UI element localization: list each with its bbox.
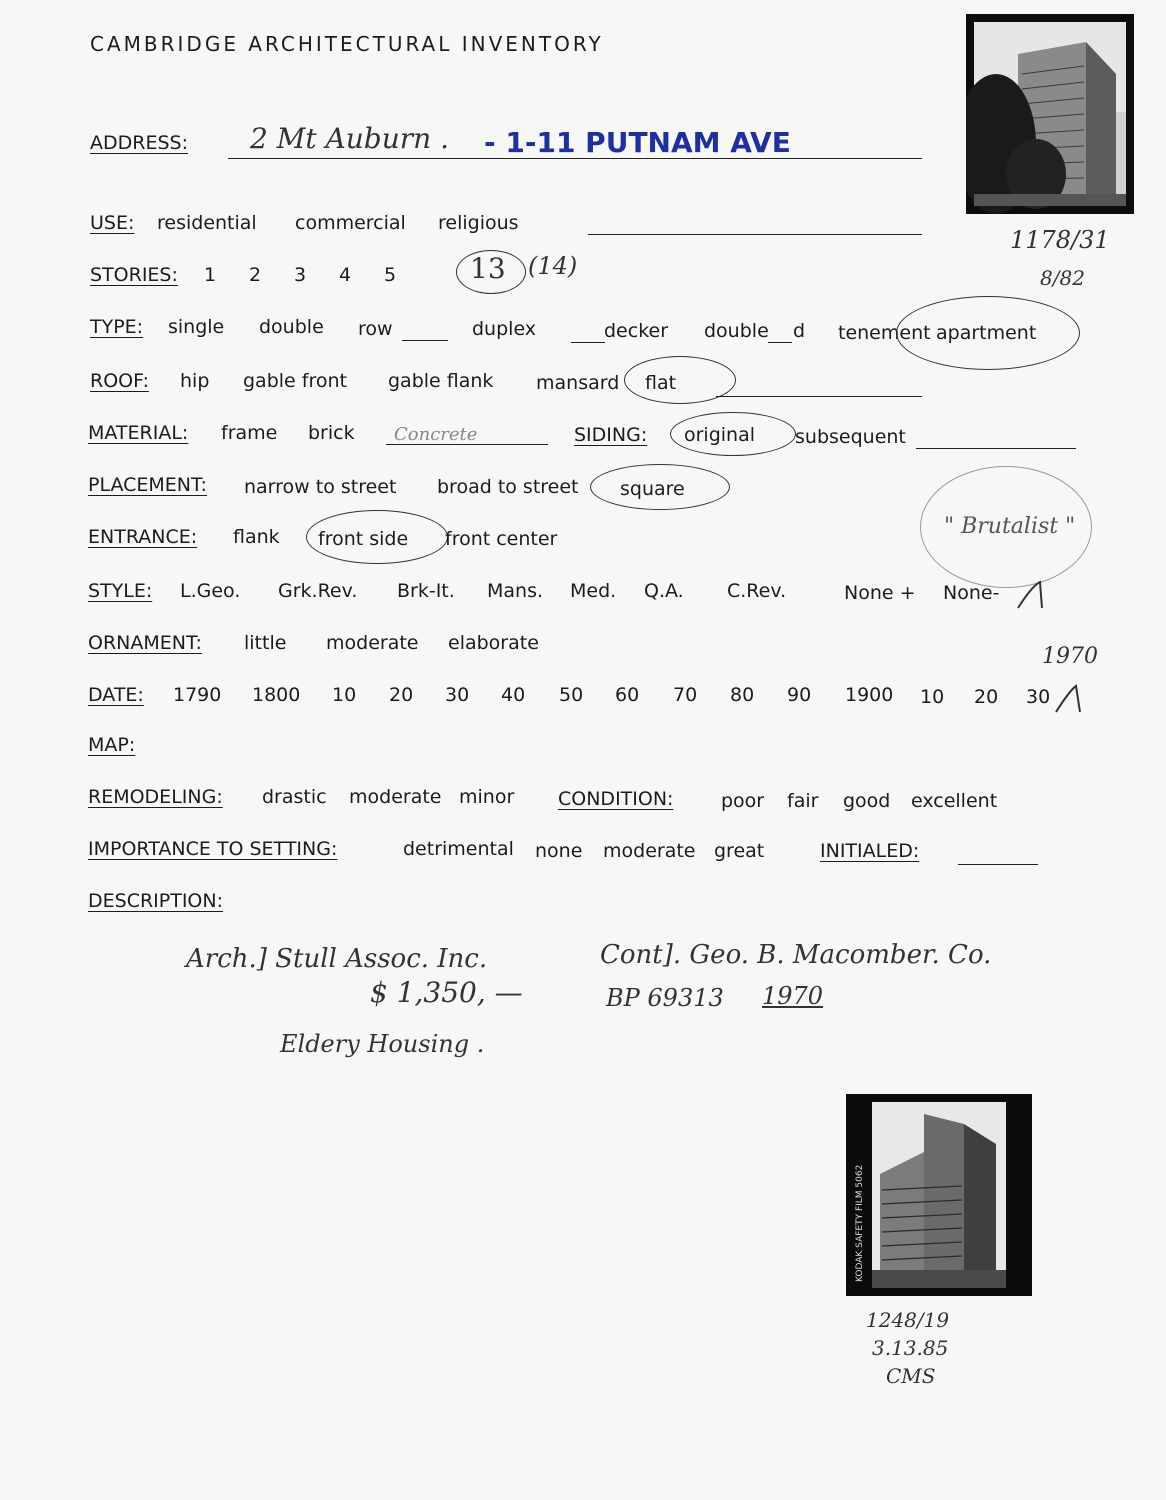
material-label: MATERIAL: <box>88 422 189 444</box>
siding-other-line <box>916 448 1076 449</box>
date-option: 1800 <box>252 684 301 706</box>
style-option: Grk.Rev. <box>278 580 358 602</box>
type-option: decker <box>604 320 669 342</box>
siding-option: original <box>684 424 756 446</box>
roof-option: mansard <box>536 372 620 394</box>
condition-option: fair <box>787 790 819 812</box>
type-option: tenement <box>838 322 931 344</box>
use-label: USE: <box>90 212 135 234</box>
date-option: 70 <box>673 684 698 706</box>
entrance-label: ENTRANCE: <box>88 526 198 548</box>
type-double-blank <box>768 342 792 343</box>
type-option: duplex <box>472 318 537 340</box>
film-edge-text: KODAK SAFETY FILM 5062 <box>855 1164 865 1282</box>
entrance-option: flank <box>233 526 280 548</box>
roof-label: ROOF: <box>90 370 149 392</box>
material-handwritten: Concrete <box>394 424 478 445</box>
date-check-mark <box>1052 682 1086 716</box>
style-option: None + <box>844 582 916 604</box>
address-handwritten: 2 Mt Auburn . <box>250 122 449 155</box>
photo-caption-line3: CMS <box>886 1364 936 1388</box>
description-use-note: Eldery Housing . <box>280 1030 485 1058</box>
type-option: double <box>259 316 324 338</box>
style-check-mark <box>1014 578 1048 612</box>
top-note-line2: 8/82 <box>1040 266 1085 290</box>
style-label: STYLE: <box>88 580 153 602</box>
date-option: 1790 <box>173 684 222 706</box>
style-option: Brk-It. <box>397 580 455 602</box>
placement-option: square <box>620 478 685 500</box>
date-option: 90 <box>787 684 812 706</box>
date-option: 10 <box>332 684 357 706</box>
description-contractor: Cont]. Geo. B. Macomber. Co. <box>600 940 992 970</box>
style-option: L.Geo. <box>180 580 241 602</box>
importance-option: great <box>714 840 765 862</box>
date-option: 10 <box>920 686 945 708</box>
ornament-option: elaborate <box>448 632 539 654</box>
description-label: DESCRIPTION: <box>88 890 224 912</box>
date-label: DATE: <box>88 684 144 706</box>
photo-caption-line2: 3.13.85 <box>872 1336 949 1360</box>
roof-other-line <box>716 396 922 397</box>
initialed-line <box>958 864 1038 865</box>
style-option: Q.A. <box>644 580 684 602</box>
type-row-blank <box>402 340 448 341</box>
date-option: 20 <box>974 686 999 708</box>
stories-circled-value: 13 <box>470 252 506 285</box>
use-other-line <box>588 234 922 235</box>
date-option: 30 <box>445 684 470 706</box>
style-option: C.Rev. <box>727 580 787 602</box>
condition-option: poor <box>721 790 765 812</box>
style-option: Med. <box>570 580 617 602</box>
condition-option: excellent <box>911 790 998 812</box>
importance-option: moderate <box>603 840 696 862</box>
material-option: frame <box>221 422 278 444</box>
date-option: 1900 <box>845 684 894 706</box>
stories-label: STORIES: <box>90 264 178 286</box>
material-option: brick <box>308 422 355 444</box>
type-option: row <box>358 318 393 340</box>
importance-option: none <box>535 840 583 862</box>
stories-option: 3 <box>294 264 307 286</box>
initialed-label: INITIALED: <box>820 840 920 862</box>
description-permit-year: 1970 <box>762 982 824 1010</box>
remodeling-option: drastic <box>262 786 327 808</box>
address-handwritten-blue: - 1-11 PUTNAM AVE <box>484 126 791 159</box>
form-title: CAMBRIDGE ARCHITECTURAL INVENTORY <box>90 32 604 56</box>
date-option: 60 <box>615 684 640 706</box>
building-photo-top <box>966 14 1134 214</box>
date-option: 20 <box>389 684 414 706</box>
type-decker-blank <box>571 342 605 343</box>
use-option: religious <box>438 212 519 234</box>
remodeling-option: moderate <box>349 786 442 808</box>
stories-option: 1 <box>204 264 217 286</box>
ornament-label: ORNAMENT: <box>88 632 202 654</box>
placement-option: broad to street <box>437 476 579 498</box>
entrance-option: front side <box>318 528 409 550</box>
placement-circle <box>590 464 730 510</box>
entrance-circle <box>306 510 448 564</box>
use-option: residential <box>157 212 257 234</box>
address-label: ADDRESS: <box>90 132 188 154</box>
siding-label: SIDING: <box>574 424 648 446</box>
placement-option: narrow to street <box>244 476 397 498</box>
map-label: MAP: <box>88 734 136 756</box>
roof-option: gable flank <box>388 370 494 392</box>
importance-option: detrimental <box>403 838 514 860</box>
building-photo-bottom <box>846 1094 1032 1296</box>
condition-option: good <box>843 790 891 812</box>
stories-note: (14) <box>528 252 578 280</box>
condition-label: CONDITION: <box>558 788 674 810</box>
date-option: 30 <box>1026 686 1051 708</box>
date-option: 50 <box>559 684 584 706</box>
siding-option: subsequent <box>795 426 906 448</box>
description-cost: $ 1,350, — <box>370 976 523 1009</box>
style-note: " Brutalist " <box>944 514 1076 539</box>
photo-caption-line1: 1248/19 <box>866 1308 950 1332</box>
placement-label: PLACEMENT: <box>88 474 207 496</box>
type-option: apartment <box>936 322 1037 344</box>
use-option: commercial <box>295 212 406 234</box>
type-label: TYPE: <box>90 316 144 338</box>
description-architect: Arch.] Stull Assoc. Inc. <box>186 944 488 974</box>
date-option: 80 <box>730 684 755 706</box>
roof-option: gable front <box>243 370 347 392</box>
remodeling-option: minor <box>459 786 515 808</box>
stories-option: 4 <box>339 264 352 286</box>
remodeling-label: REMODELING: <box>88 786 223 808</box>
roof-option: flat <box>645 372 677 394</box>
ornament-option: little <box>244 632 287 654</box>
importance-label: IMPORTANCE TO SETTING: <box>88 838 338 860</box>
type-circle <box>896 296 1080 370</box>
type-option: d <box>793 320 806 342</box>
type-option: double <box>704 320 769 342</box>
type-option: single <box>168 316 225 338</box>
entrance-option: front center <box>445 528 558 550</box>
description-permit: BP 69313 <box>606 984 724 1012</box>
stories-option: 5 <box>384 264 397 286</box>
date-option: 40 <box>501 684 526 706</box>
ornament-option: moderate <box>326 632 419 654</box>
siding-circle <box>670 412 796 456</box>
style-option: Mans. <box>487 580 544 602</box>
top-note-line1: 1178/31 <box>1010 226 1110 254</box>
style-option: None- <box>943 582 1000 604</box>
stories-option: 2 <box>249 264 262 286</box>
roof-option: hip <box>180 370 210 392</box>
date-note: 1970 <box>1042 644 1098 669</box>
